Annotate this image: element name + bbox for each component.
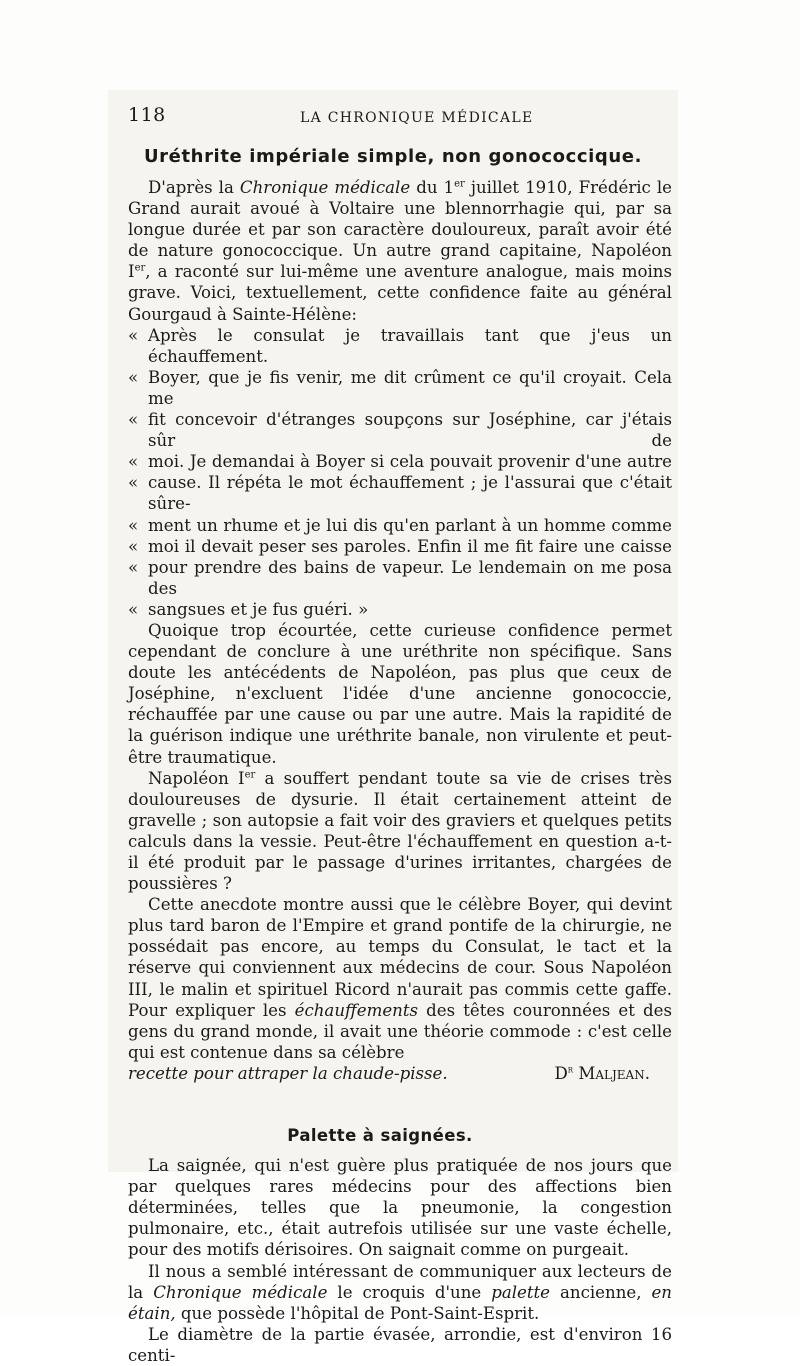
quote-text: sangsues et je fus guéri. [148, 599, 353, 619]
paragraph [128, 177, 672, 325]
journal-name: Chronique médicale [239, 178, 411, 197]
quote-text: moi il devait peser ses paroles. Enfin il me fit faire une caisse [148, 536, 672, 556]
quote-mark: « [128, 515, 139, 535]
quote-text: Boyer, que je fis venir, me dit crûment ce qu'il croyait. Cela me [148, 367, 672, 408]
article-title: Palette à saignées. [287, 1126, 473, 1146]
journal-title: LA CHRONIQUE MÉDICALE [300, 110, 534, 126]
ordinal-suffix: er [134, 262, 146, 274]
paragraph: La saignée, qui n'est guère plus pratiquée de nos jours que par quelques rares médecins pour des affections bien déterminées, telles que la pneumonie, la congestion pulmonaire, etc., était autrefois utilisée sur une vaste échelle, pour des motifs dérisoires. On saignait comme on purgeait. [128, 1156, 672, 1260]
quote-mark: « [128, 325, 139, 345]
page-number: 118 [128, 104, 166, 126]
paragraph [128, 894, 672, 1063]
quote-text: pour prendre des bains de vapeur. Le lendemain on me posa des [148, 557, 672, 598]
quote-text: cause. Il répéta le mot échauffement ; je l'assurai que c'était sûre- [148, 473, 672, 514]
page-content [128, 104, 672, 1366]
quote-text: fit concevoir d'étranges soupçons sur Joséphine, car j'étais sûr de [148, 410, 672, 451]
text: Cette anecdote montre aussi que le célèbre Boyer, qui devint plus tard baron de l'Empire et grand pontife de la chirurgie, ne possédait pas encore, au temps du Consulat, le tact et la réserve qui conviennent aux médecins de cour. Sous Napoléon III, le malin et spirituel Ricord n'aurait pas commis cette gaffe. Pour expliquer les [128, 895, 672, 1020]
quote-text: Après le consulat je travaillais tant que j'eus un échauffement. [148, 325, 672, 366]
text: juillet 1910, Frédéric le Grand aurait avoué à Voltaire une blennorrhagie qui, par sa longue durée et par son caractère douloureux, paraît avoir été de nature gonococcique. Un autre grand capitaine, Napoléon I [128, 178, 673, 282]
quote-mark: « [128, 536, 139, 556]
quote-line [128, 515, 672, 536]
quote-mark: « [128, 599, 139, 619]
article-urethrite [128, 146, 672, 1084]
ordinal-suffix: er [244, 769, 256, 781]
text: Il nous a semblé intéressant de communiquer aux lecteurs de la [128, 1261, 672, 1302]
closing-line [128, 1063, 672, 1084]
text: que possède l'hôpital de Pont-Saint-Esprit. [175, 1303, 540, 1323]
quote-text: moi. Je demandai à Boyer si cela pouvait provenir d'une autre [148, 452, 672, 472]
paragraph [128, 1261, 672, 1324]
text: a souffert pendant toute sa vie de crises très douloureuses de dysurie. Il était certainement atteint de gravelle ; son autopsie a fait voir des graviers et quelques petits calculs dans la vessie. Peut-être l'échauffement en question a-t-il été produit par le passage d'urines irritantes, chargées de poussières ? [128, 768, 672, 894]
author-signature: $D^r$ Maljean. [554, 1063, 650, 1083]
emphasis: échauffements [294, 1000, 419, 1020]
emphasis: palette [491, 1282, 551, 1302]
recipe-title: recette pour attraper la chaude-pisse. [128, 1063, 448, 1083]
quote-mark: « [128, 557, 139, 577]
text: des têtes couronnées et des gens du grand monde, il avait une théorie commode : c'est celle qui est contenue dans sa célèbre [128, 1000, 672, 1062]
quote-mark: « [128, 473, 139, 493]
emphasis: en étain, [128, 1282, 672, 1323]
quote-line [128, 557, 672, 599]
text: du 1 [410, 178, 455, 197]
quote-mark: « [128, 367, 139, 387]
text: D'après la [148, 178, 240, 197]
quote-line [128, 409, 672, 451]
text: le croquis d'une [327, 1282, 492, 1302]
paragraph: Le diamètre de la partie évasée, arrondie, est d'environ 16 centi- [128, 1324, 672, 1365]
text: Napoléon I [148, 768, 245, 788]
quote-close: » [358, 599, 369, 619]
paragraph: Quoique trop écourtée, cette curieuse confidence permet cependant de conclure à une uréthrite non spécifique. Sans doute les antécédents de Napoléon, pas plus que ceux de Joséphine, n'excluent l'idée d'une ancienne gonococcie, réchauffée par une cause ou par une autre. Mais la rapidité de la guérison indique une uréthrite banale, non virulente et peut-être traumatique. [128, 620, 672, 767]
quote-text: ment un rhume et je lui dis qu'en parlant à un homme comme [148, 515, 672, 535]
quote-mark: « [128, 452, 139, 472]
quote-line [128, 451, 672, 472]
quote-line [128, 325, 672, 367]
running-header [128, 104, 672, 134]
quote-mark: « [128, 410, 139, 430]
text: ancienne, [550, 1282, 652, 1302]
quote-line [128, 367, 672, 409]
quote-line [128, 536, 672, 557]
quote-line [128, 599, 672, 620]
quote-line [128, 472, 672, 514]
article-title: Uréthrite impériale simple, non gonococcique. [143, 146, 643, 167]
article-palette [128, 1126, 672, 1366]
journal-name: Chronique médicale [153, 1282, 328, 1302]
ordinal-suffix: er [454, 178, 465, 190]
paragraph [128, 768, 672, 895]
quotation [128, 325, 672, 620]
text: , a raconté sur lui-même une aventure analogue, mais moins grave. Voici, textuellement, cette confidence faite au général Gourgaud à Sainte-Hélène: [128, 262, 672, 324]
